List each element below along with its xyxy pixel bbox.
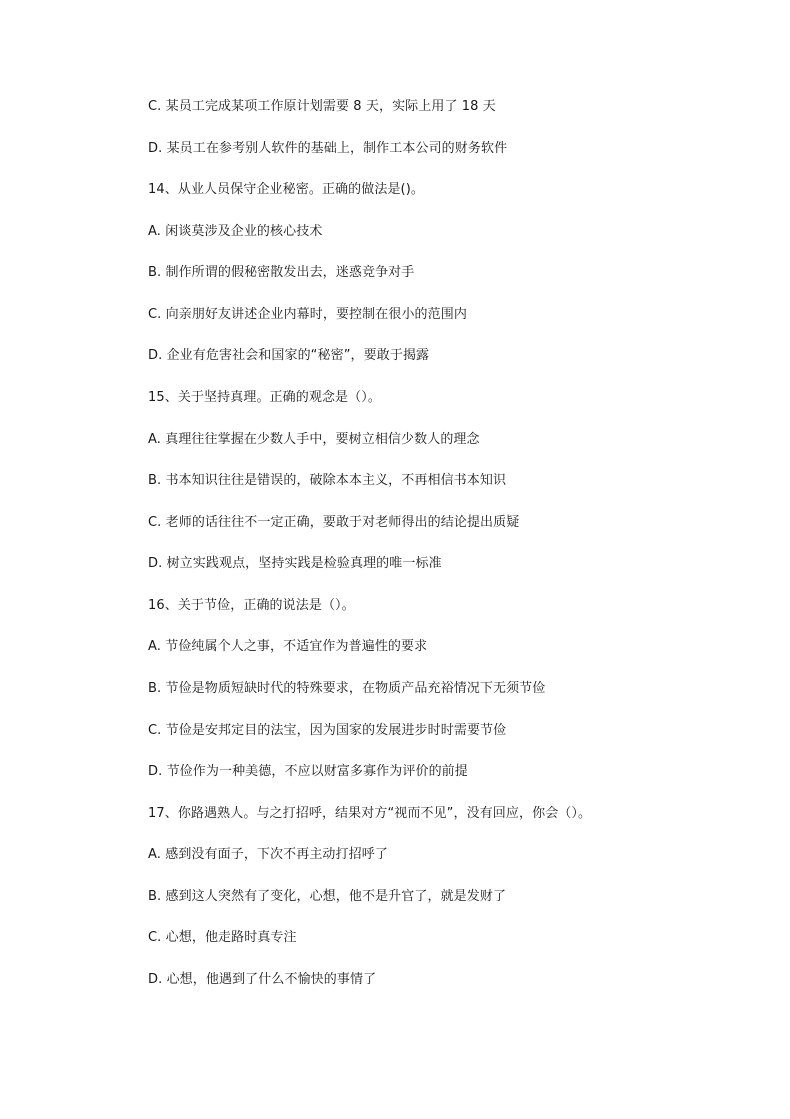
option-d-q15: D. 树立实践观点，坚持实践是检验真理的唯一标准 [148,556,442,571]
option-c-q15: C. 老师的话往往不一定正确，要敢于对老师得出的结论提出质疑 [148,515,520,530]
option-a-q15: A. 真理往往掌握在少数人手中，要树立相信少数人的理念 [148,432,480,447]
option-b-q16: B. 节俭是物质短缺时代的特殊要求，在物质产品充裕情况下无须节俭 [148,681,546,696]
question-16: 16、关于节俭，正确的说法是（）。 [148,598,355,613]
question-17: 17、你路遇熟人。与之打招呼，结果对方“视而不见”，没有回应，你会（）。 [148,806,592,821]
option-b-q14: B. 制作所谓的假秘密散发出去，迷惑竞争对手 [148,265,415,280]
option-b-q17: B. 感到这人突然有了变化，心想，他不是升官了，就是发财了 [148,889,507,904]
option-a-q14: A. 闲谈莫涉及企业的核心技术 [148,224,323,239]
option-d-q16: D. 节俭作为一种美德，不应以财富多寡作为评价的前提 [148,764,468,779]
option-b-q15: B. 书本知识往往是错误的，破除本本主义，不再相信书本知识 [148,473,507,488]
option-a-q16: A. 节俭纯属个人之事，不适宜作为普遍性的要求 [148,639,428,654]
question-15: 15、关于坚持真理。正确的观念是（）。 [148,390,381,405]
option-d-q13: D. 某员工在参考别人软件的基础上，制作工本公司的财务软件 [148,141,508,156]
option-c-q14: C. 向亲朋好友讲述企业内幕时，要控制在很小的范围内 [148,307,467,322]
option-a-q17: A. 感到没有面子，下次不再主动打招呼了 [148,847,388,862]
option-c-q13: C. 某员工完成某项工作原计划需要 8 天，实际上用了 18 天 [148,99,496,114]
option-c-q17: C. 心想，他走路时真专注 [148,930,297,945]
option-c-q16: C. 节俭是安邦定目的法宝，因为国家的发展进步时时需要节俭 [148,723,507,738]
question-14: 14、从业人员保守企业秘密。正确的做法是()。 [148,182,424,197]
option-d-q17: D. 心想，他遇到了什么不愉快的事情了 [148,972,377,987]
option-d-q14: D. 企业有危害社会和国家的“秘密”，要敢于揭露 [148,348,430,363]
